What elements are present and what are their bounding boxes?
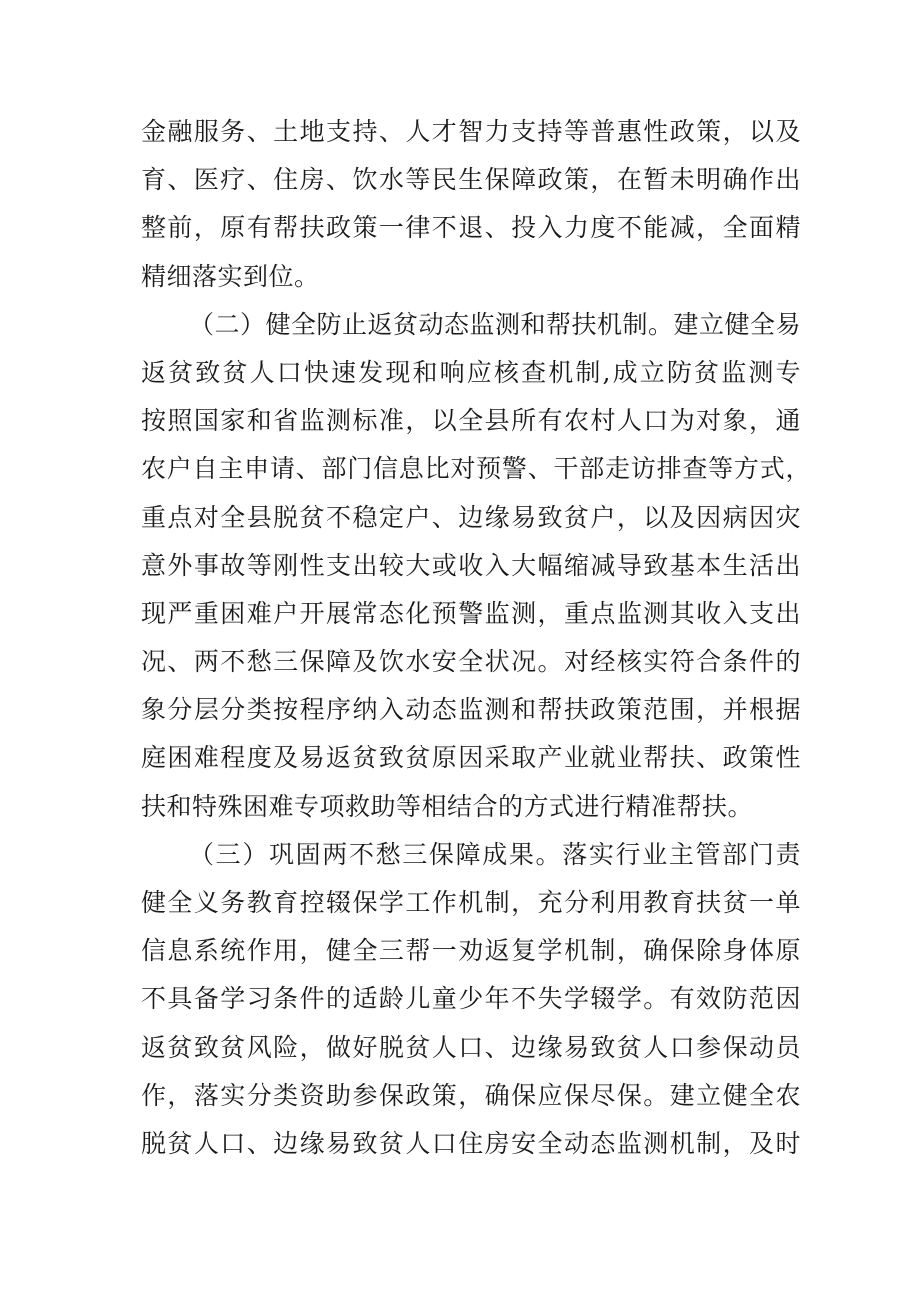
text-line: 按照国家和省监测标准，以全县所有农村人口为对象，通 [141, 406, 801, 436]
text-line: 农户自主申请、部门信息比对预警、干部走访排查等方式， [141, 454, 811, 484]
text-line: 况、两不愁三保障及饮水安全状况。对经核实符合条件的 [141, 647, 801, 677]
text-line: 信息系统作用，健全三帮一劝返复学机制，确保除身体原 [141, 936, 801, 966]
text-line: 返贫致贫风险，做好脱贫人口、边缘易致贫人口参保动员 [141, 1032, 801, 1062]
text-line: 返贫致贫人口快速发现和响应核查机制,成立防贫监测专 [141, 357, 801, 387]
paragraph-1 [141, 108, 801, 301]
text-line: 金融服务、土地支持、人才智力支持等普惠性政策，以及 [141, 117, 801, 146]
text-line: 扶和特殊困难专项救助等相结合的方式进行精准帮扶。 [141, 791, 754, 821]
text-line: 庭困难程度及易返贫致贫原因采取产业就业帮扶、政策性 [141, 743, 801, 773]
text-line: 育、医疗、住房、饮水等民生保障政策，在暂未明确作出 [141, 165, 801, 195]
text-line: 健全义务教育控辍保学工作机制，充分利用教育扶贫一单 [141, 888, 801, 917]
text-line: 整前，原有帮扶政策一律不退、投入力度不能减，全面精 [141, 213, 801, 243]
text-line: 意外事故等刚性支出较大或收入大幅缩减导致基本生活出 [141, 550, 801, 580]
text-line: 作，落实分类资助参保政策，确保应保尽保。建立健全农 [141, 1080, 801, 1110]
text-line: 象分层分类按程序纳入动态监测和帮扶政策范围，并根据 [141, 695, 801, 725]
text-line: 现严重困难户开展常态化预警监测，重点监测其收入支出 [141, 598, 801, 628]
text-line: 不具备学习条件的适龄儿童少年不失学辍学。有效防范因 [141, 984, 801, 1014]
text-line: 重点对全县脱贫不稳定户、边缘易致贫户，以及因病因灾 [141, 502, 801, 532]
paragraph-2 [141, 301, 811, 831]
text-line: （二）健全防止返贫动态监测和帮扶机制。建立健全易 [189, 309, 801, 339]
text-line: （三）巩固两不愁三保障成果。落实行业主管部门责 [189, 839, 801, 869]
text-line: 精细落实到位。 [141, 261, 320, 291]
paragraph-3 [141, 831, 801, 1168]
text-line: 脱贫人口、边缘易致贫人口住房安全动态监测机制，及时 [141, 1128, 801, 1158]
document-body [141, 108, 811, 1168]
